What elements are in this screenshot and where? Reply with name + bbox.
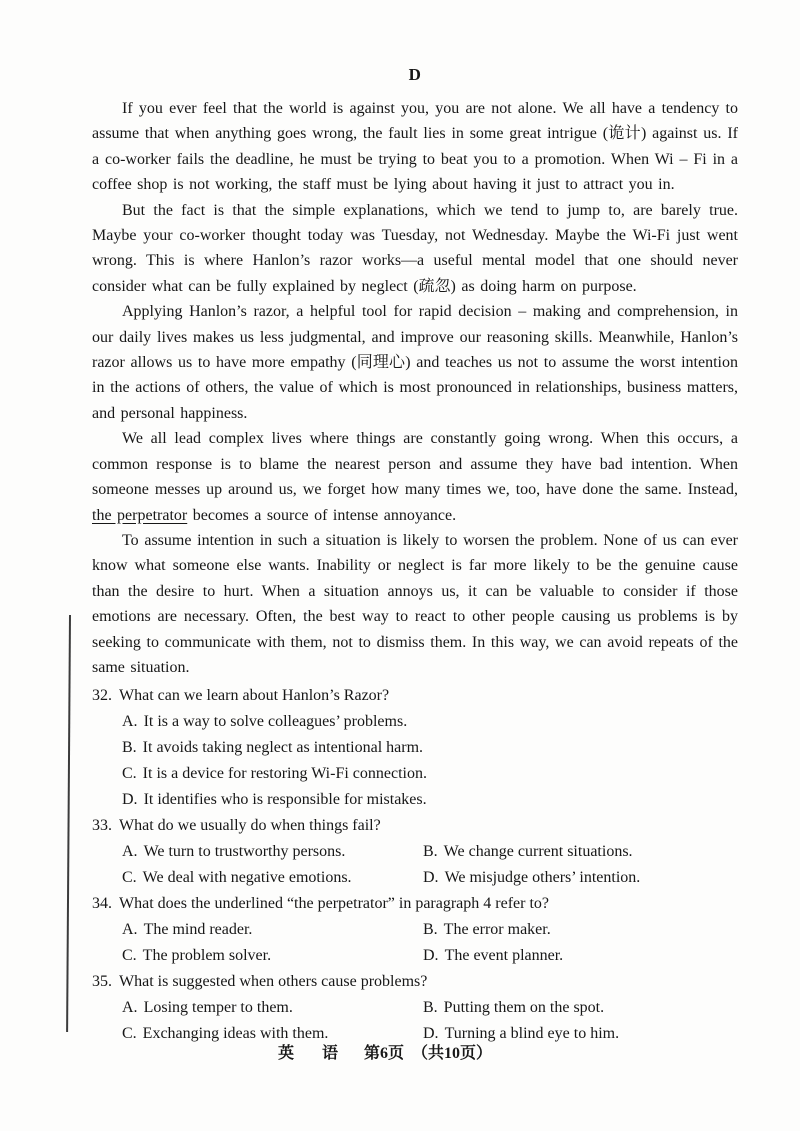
option-34-a: A. The mind reader.: [122, 921, 253, 939]
question-34: [92, 891, 738, 969]
option-33-c: C. We deal with negative emotions.: [122, 869, 352, 887]
question-text: What is suggested when others cause problems?: [119, 973, 428, 991]
question-33: [92, 813, 738, 891]
question-35: [92, 969, 738, 1047]
option-35-b: B. Putting them on the spot.: [423, 999, 605, 1017]
option-35-a: A. Losing temper to them.: [122, 999, 293, 1017]
question-stem: [92, 969, 738, 995]
option-32-b: B. It avoids taking neglect as intentional harm.: [122, 739, 424, 757]
scan-artifact-line: [66, 615, 71, 1032]
question-text: What can we learn about Hanlon’s Razor?: [119, 687, 390, 705]
option-32-a: A. It is a way to solve colleagues’ problems.: [122, 713, 408, 731]
option-34-c: C. The problem solver.: [122, 947, 272, 965]
footer-subject: 英 语: [277, 1045, 350, 1062]
paragraph-1: If you ever feel that the world is against you, you are not alone. We all have a tendency to assume that when anything goes wrong, the fault lies in some great intrigue (诡计) against us. If a co-worker fails the deadline, he must be trying to beat you to a promotion. When Wi – Fi in a coffee shop is not working, the staff must be lying about having it just to attract you in.: [92, 100, 738, 194]
option-34-b: B. The error maker.: [423, 921, 551, 939]
question-section: [92, 683, 738, 1047]
question-32: [92, 683, 738, 813]
question-stem: [92, 683, 738, 709]
page-content: [92, 64, 738, 1047]
footer-page-number: 第6页: [363, 1045, 404, 1062]
question-number: 33.: [92, 817, 112, 835]
question-text: What do we usually do when things fail?: [119, 817, 381, 835]
paragraph-5: To assume intention in such a situation is likely to worsen the problem. None of us can ever know what someone else wants. Inability or neglect is far more likely to be the genuine cause than the desire to hurt. When a situation annoys us, it can be valuable to consider if those emotions are necessary. Often, the best way to react to other people causing us problems is by seeking to communicate with them, not to dismiss them. In this way, we can avoid repeats of the same situation.: [92, 531, 738, 676]
section-label: D: [408, 65, 422, 84]
options-list: [122, 839, 738, 891]
question-number: 32.: [92, 687, 112, 705]
option-34-d: D. The event planner.: [423, 947, 564, 965]
question-stem: [92, 813, 738, 839]
option-32-c: C. It is a device for restoring Wi-Fi connection.: [122, 765, 427, 783]
question-stem: [92, 891, 738, 917]
question-number: 34.: [92, 895, 112, 913]
options-list: [122, 709, 738, 813]
option-33-d: D. We misjudge others’ intention.: [423, 869, 641, 887]
paragraph-4: [92, 426, 738, 528]
underlined-phrase: the perpetrator: [92, 506, 188, 524]
question-text: What does the underlined “the perpetrator” in paragraph 4 refer to?: [119, 895, 550, 913]
question-number: 35.: [92, 973, 112, 991]
option-33-b: B. We change current situations.: [423, 843, 633, 861]
paragraph-3: Applying Hanlon’s razor, a helpful tool for rapid decision – making and comprehension, in our daily lives makes us less judgmental, and improve our reasoning skills. Meanwhile, Hanlon’s razor allows us to have more empathy (同理心) and teaches us not to assume the worst intention in the actions of others, the value of which is most pronounced in relationships, business matters, and personal happiness.: [92, 303, 738, 422]
option-33-a: A. We turn to trustworthy persons.: [122, 843, 346, 861]
footer-total-pages: （共10页）: [412, 1045, 493, 1062]
option-35-c: C. Exchanging ideas with them.: [122, 1025, 329, 1043]
option-32-d: D. It identifies who is responsible for mistakes.: [122, 791, 427, 809]
page-footer: [0, 1040, 770, 1063]
paragraph-4-text: We all lead complex lives where things are constantly going wrong. When this occurs, a common response is to blame the nearest person and assume they have bad intention. When someone messes up around us, we forget how many times we, too, have done the same. Instead,: [92, 430, 738, 499]
paragraph-2: But the fact is that the simple explanations, which we tend to jump to, are barely true. Maybe your co-worker thought today was Tuesday, not Wednesday. Maybe the Wi-Fi just went wrong. This is where Hanlon’s razor works—a useful mental model that one should never consider what can be fully explained by neglect (疏忽) as doing harm on purpose.: [92, 201, 738, 295]
paragraph-4-text-after: becomes a source of intense annoyance.: [187, 506, 457, 524]
reading-passage: [92, 96, 738, 680]
options-list: [122, 917, 738, 969]
option-35-d: D. Turning a blind eye to him.: [423, 1025, 620, 1043]
